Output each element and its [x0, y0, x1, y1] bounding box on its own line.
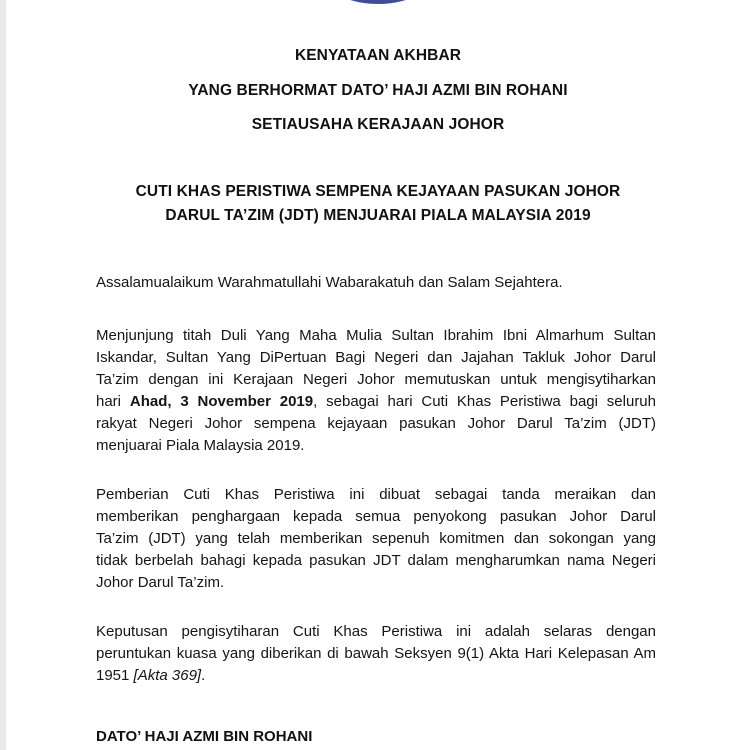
text-fragment: hari	[96, 393, 130, 410]
act-reference: [Akta 369]	[133, 667, 202, 684]
paragraph-line: peruntukan kuasa yang diberikan di bawah Seksyen 9(1) Akta Hari Kelepasan Am	[96, 645, 656, 662]
paragraph-line: Iskandar, Sultan Yang DiPertuan Bagi Negeri dan Jajahan Takluk Johor Darul	[96, 349, 656, 366]
paragraph-line: tidak berbelah bahagi kepada pasukan JDT dalam mengharumkan nama Negeri	[96, 552, 656, 569]
paragraph-purpose	[96, 484, 656, 594]
text-fragment: , sebagai hari Cuti Khas Peristiwa bagi seluruh	[313, 393, 656, 410]
text-fragment: 1951	[96, 667, 134, 684]
text-fragment: .	[201, 667, 206, 684]
paragraph-line: rakyat Negeri Johor sempena kejayaan pasukan Johor Darul Ta’zim (JDT)	[96, 415, 656, 432]
holiday-date: Ahad, 3 November 2019	[129, 393, 314, 410]
paragraph-line: Ta’zim (JDT) yang telah memberikan sepenuh komitmen dan sokongan yang	[96, 530, 656, 547]
document-page	[6, 0, 750, 750]
header-official-title: SETIAUSAHA KERAJAAN JOHOR	[251, 116, 505, 133]
paragraph-legal-basis	[96, 621, 656, 687]
header-official-name: YANG BERHORMAT DATO’ HAJI AZMI BIN ROHANI	[188, 82, 568, 99]
paragraph-line: Ta’zim dengan ini Kerajaan Negeri Johor memutuskan untuk mengisytiharkan	[96, 371, 656, 388]
paragraph-announcement	[96, 325, 656, 457]
paragraph-line: Pemberian Cuti Khas Peristiwa ini dibuat sebagai tanda meraikan dan	[96, 486, 656, 503]
paragraph-line: Johor Darul Ta’zim.	[96, 574, 225, 591]
paragraph-line	[96, 391, 656, 413]
paragraph-line	[96, 665, 656, 687]
paragraph-line: memberikan penghargaan kepada semua penyokong pasukan Johor Darul	[96, 508, 656, 525]
greeting-text: Assalamualaikum Warahmatullahi Wabarakatuh dan Salam Sejahtera.	[96, 274, 563, 291]
paragraph-line: Menjunjung titah Duli Yang Maha Mulia Sultan Ibrahim Ibni Almarhum Sultan	[96, 327, 656, 344]
paragraph-line: Keputusan pengisytiharan Cuti Khas Peristiwa ini adalah selaras dengan	[96, 623, 656, 640]
statement-title-line-1: CUTI KHAS PERISTIWA SEMPENA KEJAYAAN PASUKAN JOHOR	[135, 183, 621, 200]
statement-title-line-2: DARUL TA’ZIM (JDT) MENJUARAI PIALA MALAYSIA 2019	[165, 207, 591, 224]
paragraph-line: menjuarai Piala Malaysia 2019.	[96, 437, 305, 454]
signatory-name: DATO’ HAJI AZMI BIN ROHANI	[96, 728, 313, 745]
johor-crest-icon	[330, 0, 426, 6]
greeting-paragraph	[96, 272, 656, 294]
header-press-statement: KENYATAAN AKHBAR	[294, 47, 462, 64]
